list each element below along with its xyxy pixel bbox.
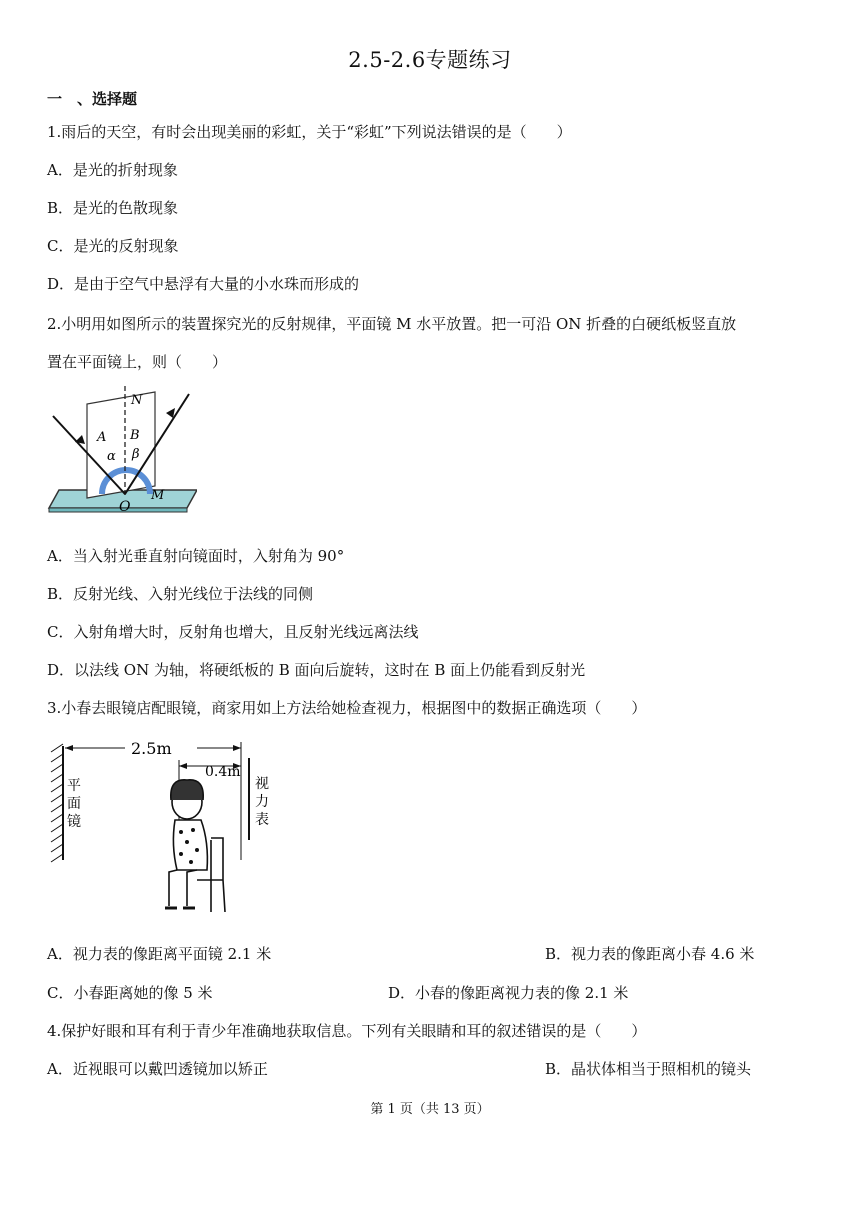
q2-option-c: C．入射角增大时，反射角也增大，且反射光线远离法线	[47, 623, 419, 641]
distance-label-0-4m: 0.4m	[205, 764, 241, 780]
label-O: O	[119, 499, 131, 515]
q3-option-b: B．视力表的像距离小春 4.6 米	[545, 945, 755, 963]
q2-option-a: A．当入射光垂直射向镜面时，入射角为 90°	[47, 547, 345, 565]
q3-option-a: A．视力表的像距离平面镜 2.1 米	[47, 945, 272, 963]
label-B: B	[130, 428, 140, 443]
label-beta: β	[132, 447, 140, 462]
q2-stem-line2: 置在平面镜上，则（ ）	[47, 353, 228, 371]
section-heading: 一 、选择题	[47, 90, 138, 108]
girl-on-chair-illustration	[165, 780, 225, 912]
q2-stem-line1: 2.小明用如图所示的装置探究光的反射规律，平面镜 M 水平放置。把一可沿 ON 折叠的白硬纸板竖直放	[47, 315, 737, 333]
q1-stem: 1.雨后的天空，有时会出现美丽的彩虹，关于“彩虹”下列说法错误的是（ ）	[47, 123, 572, 141]
vision-test-figure	[47, 730, 277, 920]
q2-option-d: D．以法线 ON 为轴，将硬纸板的 B 面向后旋转，这时在 B 面上仍能看到反射光	[47, 661, 586, 679]
q1-option-d: D．是由于空气中悬浮有大量的小水珠而形成的	[47, 275, 360, 293]
eye-chart-label: 视力表	[255, 776, 269, 828]
label-alpha: α	[107, 449, 116, 464]
q1-option-a: A．是光的折射现象	[47, 161, 178, 179]
q3-option-c: C．小春距离她的像 5 米	[47, 984, 213, 1002]
reflection-experiment-figure	[47, 386, 197, 516]
distance-label-2-5m: 2.5m	[131, 739, 172, 758]
q3-option-d: D．小春的像距离视力表的像 2.1 米	[388, 984, 629, 1002]
q4-stem: 4.保护好眼和耳有利于青少年准确地获取信息。下列有关眼睛和耳的叙述错误的是（ ）	[47, 1022, 647, 1040]
q1-option-b: B．是光的色散现象	[47, 199, 179, 217]
q2-option-b: B．反射光线、入射光线位于法线的同侧	[47, 585, 314, 603]
page-footer: 第 1 页（共 13 页）	[370, 1102, 490, 1117]
page-title: 2.5-2.6专题练习	[348, 48, 512, 72]
mirror-label: 平面镜	[67, 778, 81, 830]
q4-option-b: B．晶状体相当于照相机的镜头	[545, 1060, 752, 1078]
q4-option-a: A．近视眼可以戴凹透镜加以矫正	[47, 1060, 268, 1078]
label-N: N	[131, 393, 143, 408]
q1-option-c: C．是光的反射现象	[47, 237, 179, 255]
label-M: M	[151, 488, 165, 503]
label-A: A	[97, 430, 107, 445]
q3-stem: 3.小春去眼镜店配眼镜，商家用如上方法给她检查视力，根据图中的数据正确选项（ ）	[47, 699, 647, 717]
